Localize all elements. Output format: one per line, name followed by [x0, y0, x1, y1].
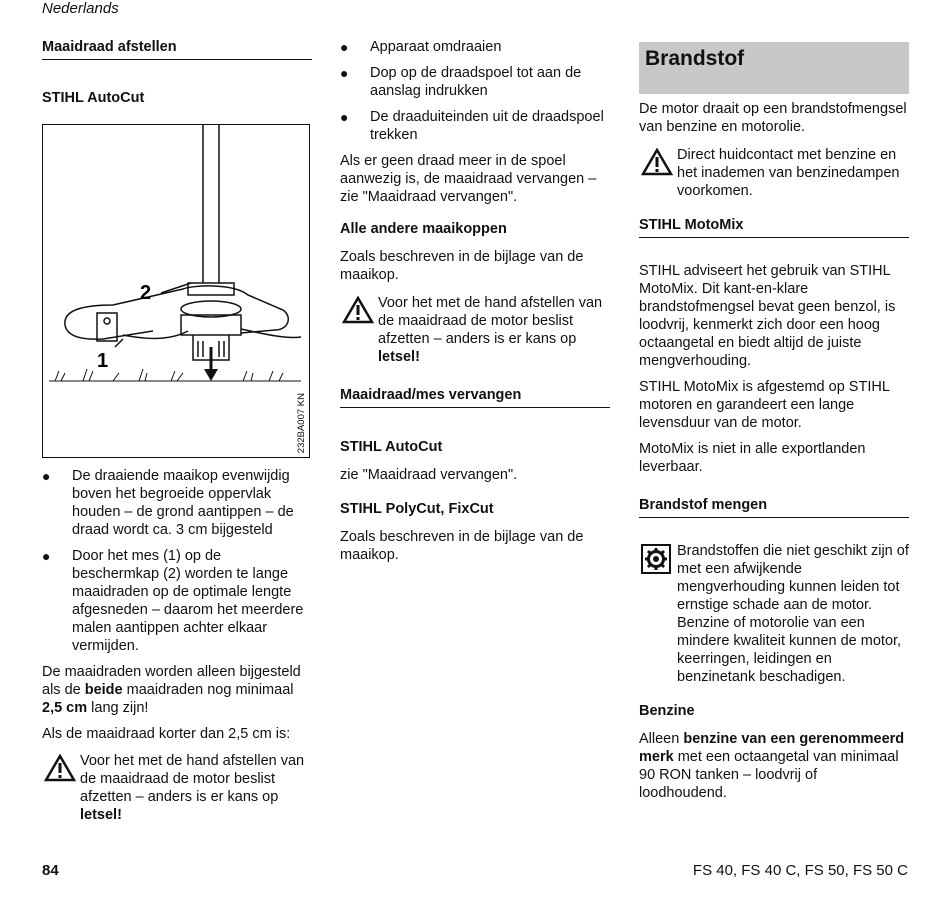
list-item: ● Door het mes (1) op de beschermkap (2) worden te lange maaidraden op de optimale lengte afgesneden – daarom het meerdere malen aantippen achter elkaar vermijden.: [42, 547, 312, 655]
trimmer-illustration: [43, 125, 309, 457]
model-list: FS 40, FS 40 C, FS 50, FS 50 C: [692, 862, 908, 879]
column-1: [42, 38, 312, 824]
text: maaidraden nog minimaal: [122, 682, 294, 698]
heading-autocut: STIHL AutoCut: [340, 439, 443, 455]
warning-block: [639, 146, 909, 200]
subheading-autocut: STIHL AutoCut: [42, 90, 145, 106]
section-heading-vervangen: Maaidraad/mes vervangen: [340, 386, 610, 408]
heading-benzine: Benzine: [639, 703, 695, 719]
paragraph-korter: Als de maaidraad korter dan 2,5 cm is:: [42, 726, 291, 742]
text: met een octaangetal van minimaal 90 RON tanken – loodvrij of loodhoudend.: [639, 749, 899, 801]
notice-block: [639, 542, 909, 686]
warning-triangle-icon: [44, 754, 76, 782]
list-item: ● De draaduiteinden uit de draadspoel trekken: [340, 108, 610, 144]
gear-notice-icon: [641, 544, 671, 574]
text: De maaidraden worden alleen bijgesteld als de: [42, 664, 301, 698]
figure-code: 232BA007 KN: [296, 392, 307, 453]
warning-block: [340, 294, 610, 366]
figure-autocut: [42, 124, 310, 458]
text-bold: 2,5 cm: [42, 700, 88, 716]
paragraph-motomix-export: MotoMix is niet in alle exportlanden leverbaar.: [639, 441, 866, 475]
paragraph-motor: De motor draait op een brandstofmengsel van benzine en motorolie.: [639, 101, 907, 135]
column-3: [639, 42, 909, 802]
paragraph-bijgesteld: [42, 663, 312, 717]
paragraph-zie: zie "Maaidraad vervangen".: [340, 467, 518, 483]
warning-triangle-icon: [641, 148, 673, 176]
list-item: ● Apparaat omdraaien: [340, 38, 610, 56]
warning-text: Voor het met de hand afstellen van de maaidraad de motor beslist afzetten – anders is er kans op: [80, 753, 305, 805]
warning-text: Voor het met de hand afstellen van de maaidraad de motor beslist afzetten – anders is er kans op: [378, 295, 603, 347]
warning-block: [42, 752, 312, 824]
paragraph-benzine: [639, 730, 909, 802]
text-bold: benzine van een gerenommeerd merk: [639, 731, 905, 765]
heading-polycut: STIHL PolyCut, FixCut: [340, 501, 494, 517]
figure-label-2: 2: [140, 282, 152, 304]
heading-alle-andere: Alle andere maaikoppen: [340, 221, 507, 237]
language-label: Nederlands: [42, 0, 119, 17]
warning-triangle-icon: [342, 296, 374, 324]
heading-motomix: STIHL MotoMix: [639, 216, 909, 238]
list-item: ● De draaiende maaikop evenwijdig boven het begroeide oppervlak houden – de grond aantippen – de draad wordt ca. 3 cm bijgesteld: [42, 467, 312, 539]
heading-brandstof-mengen: Brandstof mengen: [639, 496, 909, 518]
paragraph-spoel: Als er geen draad meer in de spoel aanwezig is, de maaidraad vervangen – zie "Maaidraad vervangen".: [340, 153, 597, 205]
paragraph-bijlage-2: Zoals beschreven in de bijlage van de maaikop.: [340, 529, 584, 563]
paragraph-bijlage: Zoals beschreven in de bijlage van de maaikop.: [340, 249, 584, 283]
list-item: ● Dop op de draadspoel tot aan de aanslag indrukken: [340, 64, 610, 100]
page-number: 84: [42, 862, 59, 879]
text: Alleen: [639, 731, 684, 747]
text-bold: beide: [84, 682, 123, 698]
paragraph-motomix-advies: STIHL adviseert het gebruik van STIHL MotoMix. Dit kant-en-klare brandstofmengsel bevat geen benzol, is loodvrij, kenmerkt zich door een hoog octaangetal en biedt altijd de juiste mengverhouding.: [639, 263, 896, 369]
section-title-brandstof: Brandstof: [639, 42, 909, 94]
warning-text-bold: letsel!: [80, 807, 122, 823]
column-2: [340, 38, 610, 564]
text: lang zijn!: [87, 700, 149, 716]
section-heading-maaidraad-afstellen: Maaidraad afstellen: [42, 38, 312, 60]
warning-text-bold: letsel!: [378, 349, 420, 365]
paragraph-motomix-afgestemd: STIHL MotoMix is afgestemd op STIHL motoren en garandeert een lange levensduur van de motor.: [639, 379, 890, 431]
figure-label-1: 1: [97, 350, 109, 372]
notice-text: Brandstoffen die niet geschikt zijn of met een afwijkende mengverhouding kunnen leiden tot ernstige schade aan de motor. Benzine of motorolie van een mindere kwaliteit kunnen de motor, keerringen, leidingen en benzinetank beschadigen.: [677, 543, 909, 685]
warning-text: Direct huidcontact met benzine en het inademen van benzinedampen voorkomen.: [677, 147, 900, 199]
